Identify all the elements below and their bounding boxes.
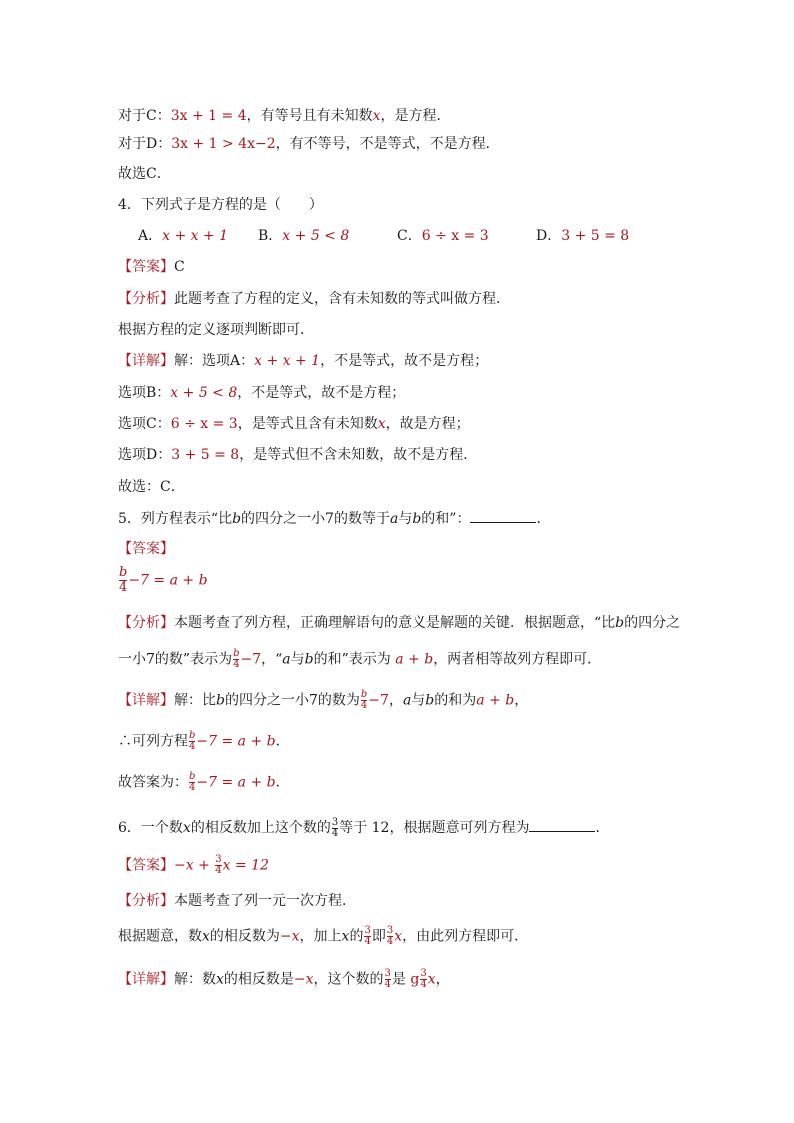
math-variable: x xyxy=(182,820,191,836)
text: 的 xyxy=(349,928,364,945)
option-math: x + 5 < 8 xyxy=(282,228,350,244)
math-variable: b xyxy=(412,511,422,527)
text: 的和”： xyxy=(421,511,471,527)
numerator: 3 xyxy=(331,816,339,828)
fraction xyxy=(233,649,239,670)
q5-analysis xyxy=(118,613,680,633)
math-variable: x xyxy=(377,416,386,432)
numerator: 3 xyxy=(364,925,371,936)
math-expression: x + x + 1 xyxy=(254,353,321,369)
text: 根据题意，数 xyxy=(118,928,202,945)
text: ，有不等号，不是等式，不是方程． xyxy=(275,136,500,152)
math-expression: 3x + 1 = 4 xyxy=(170,108,247,124)
math-variable: x xyxy=(372,108,381,124)
numerator: 3 xyxy=(386,925,394,936)
numerator: b xyxy=(233,648,240,659)
text: 的四分之一小7的数为 xyxy=(224,692,360,709)
text: 等于 12，根据题意可列方程为 xyxy=(339,820,530,836)
question-4-title: 4．下列式子是方程的是（ ） xyxy=(118,197,323,213)
q4-detail-b xyxy=(118,383,405,403)
question-5-title xyxy=(118,508,550,529)
text: ，是等式且含有未知数 xyxy=(237,416,378,432)
line-option-c-analysis xyxy=(118,106,451,126)
q4-analysis xyxy=(118,289,510,309)
text: 的相反数是 xyxy=(223,971,294,988)
analysis-tag: 【分析】 xyxy=(118,893,174,909)
text: 的和”表示为 xyxy=(313,651,396,668)
text: 对于D： xyxy=(118,136,172,152)
option-label: C． xyxy=(397,228,422,244)
denominator: 4 xyxy=(233,659,240,670)
fraction xyxy=(364,926,370,947)
analysis-tag: 【分析】 xyxy=(118,291,174,307)
text: 的相反数为 xyxy=(209,928,280,945)
math-expression: −x xyxy=(279,928,300,945)
fraction xyxy=(189,731,195,752)
text: ，加上 xyxy=(299,928,342,945)
answer-tag: 【答案】 xyxy=(118,259,174,275)
denominator: 4 xyxy=(189,782,196,793)
fraction xyxy=(420,969,426,990)
denominator: 4 xyxy=(364,936,371,947)
math-expression: 3x + 1 > 4x−2 xyxy=(171,136,276,152)
text: ． xyxy=(275,733,290,750)
denominator: 4 xyxy=(384,979,391,990)
text: ． xyxy=(595,820,610,836)
text: ，不是等式，故不是方程； xyxy=(320,353,489,369)
q4-answer xyxy=(118,257,185,277)
detail-tag: 【详解】 xyxy=(118,971,174,988)
math-expression: −x + xyxy=(174,857,215,874)
text: ，故是方程； xyxy=(385,416,470,432)
math-variable: x xyxy=(216,971,224,988)
option-math: x + x + 1 xyxy=(162,228,229,244)
q5-answer-tag xyxy=(118,539,174,559)
text: 6．一个数 xyxy=(118,820,183,836)
option-math: 3 + 5 = 8 xyxy=(561,228,630,244)
math-variable: b xyxy=(216,692,225,709)
text: 一小7的数”表示为 xyxy=(118,651,233,668)
q4-option-c xyxy=(397,226,489,246)
detail-tag: 【详解】 xyxy=(118,353,174,369)
denominator: 4 xyxy=(119,580,128,595)
numerator: b xyxy=(360,689,368,700)
text: ． xyxy=(275,774,290,791)
q5-analysis-2 xyxy=(118,649,601,670)
text: 本题考查了列方程，正确理解语句的意义是解题的关键．根据题意，“比 xyxy=(174,615,616,631)
denominator: 4 xyxy=(331,827,339,839)
q5-answer xyxy=(118,566,208,595)
numerator: b xyxy=(189,730,196,741)
text: 解：选项A： xyxy=(174,353,255,369)
numerator: b xyxy=(189,771,196,782)
fraction xyxy=(387,926,393,947)
text: 选项B： xyxy=(118,385,171,401)
text: ， xyxy=(435,971,450,988)
q5-detail xyxy=(118,690,528,711)
denominator: 4 xyxy=(360,700,368,711)
fraction xyxy=(215,855,221,876)
text: 本题考查了列一元一次方程． xyxy=(174,893,356,909)
math-expression: −x xyxy=(293,971,314,988)
option-label: B． xyxy=(258,228,283,244)
denominator: 4 xyxy=(420,979,427,990)
math-variable: a xyxy=(389,511,399,527)
denominator: 4 xyxy=(386,936,394,947)
math-expression: −7 = a + b xyxy=(196,733,276,750)
math-variable: a xyxy=(282,651,291,668)
text: 的四分之一小7的数等于 xyxy=(241,511,390,527)
fraction xyxy=(189,772,195,793)
math-expression: x + 5 < 8 xyxy=(170,385,238,401)
text: 的相反数加上这个数的 xyxy=(190,820,331,836)
fraction xyxy=(119,566,127,595)
text: ，不是等式，故不是方程； xyxy=(237,385,406,401)
text: 即 xyxy=(371,928,386,945)
q4-detail-a xyxy=(118,351,488,371)
math-expression: −7 = a + b xyxy=(196,774,276,791)
math-variable: b xyxy=(232,511,242,527)
q5-equation xyxy=(118,731,290,752)
math-expression: x = 12 xyxy=(222,857,269,874)
text: ，这个数的 xyxy=(313,971,384,988)
math-variable: b xyxy=(615,615,625,631)
q6-detail xyxy=(118,969,450,990)
option-math: 6 ÷ x = 3 xyxy=(421,228,489,244)
option-label: A． xyxy=(138,228,163,244)
line-choose-c: 故选C． xyxy=(118,166,171,182)
q4-option-d xyxy=(536,226,629,246)
text: 与 xyxy=(290,651,305,668)
math-variable: x xyxy=(202,928,210,945)
text: ，是等式但不含未知数，故不是方程． xyxy=(239,447,478,463)
math-variable: x xyxy=(341,928,350,945)
math-variable: x xyxy=(427,971,436,988)
math-expression: 6 ÷ x = 3 xyxy=(170,416,238,432)
math-variable: b xyxy=(304,651,314,668)
text: ，有等号且有未知数 xyxy=(246,108,373,124)
text: 是 xyxy=(391,971,411,988)
answer-blank[interactable] xyxy=(529,817,595,832)
detail-tag: 【详解】 xyxy=(118,692,174,709)
q4-analysis-2: 根据方程的定义逐项判断即可． xyxy=(118,322,314,338)
text: ，是方程． xyxy=(380,108,451,124)
numerator: 3 xyxy=(215,854,222,865)
q4-option-a xyxy=(138,226,228,246)
text: 与 xyxy=(411,692,426,709)
numerator: b xyxy=(119,565,128,580)
math-expression: a + b xyxy=(476,692,515,709)
denominator: 4 xyxy=(215,865,222,876)
text: 解：比 xyxy=(174,692,216,709)
text: ，两者相等故列方程即可． xyxy=(433,651,602,668)
numerator: 3 xyxy=(420,968,427,979)
text: 选项D： xyxy=(118,447,172,463)
text: ， xyxy=(514,692,529,709)
text: 与 xyxy=(398,511,413,527)
text: 的和为 xyxy=(434,692,477,709)
text: 选项C： xyxy=(118,416,171,432)
q6-analysis-2 xyxy=(118,926,528,947)
math-expression: −7 xyxy=(240,651,262,668)
text: ． xyxy=(536,511,551,527)
q4-option-b xyxy=(258,226,349,246)
text: 5．列方程表示“比 xyxy=(118,511,233,527)
answer-tag: 【答案】 xyxy=(118,857,174,874)
q6-analysis xyxy=(118,891,356,911)
denominator: 4 xyxy=(189,741,196,752)
fraction xyxy=(332,818,338,839)
numerator: 3 xyxy=(384,968,391,979)
answer-value: C xyxy=(174,259,185,275)
q4-detail-c xyxy=(118,414,470,434)
text: ，由此列方程即可． xyxy=(402,928,529,945)
math-expression: a + b xyxy=(395,651,434,668)
math-symbol: g xyxy=(410,971,420,988)
text: 对于C： xyxy=(118,108,171,124)
math-expression: −7 = a + b xyxy=(128,572,208,589)
q4-detail-d xyxy=(118,445,477,465)
line-option-d-analysis xyxy=(118,134,500,154)
question-6-title xyxy=(118,817,609,839)
analysis-tag: 【分析】 xyxy=(118,615,174,631)
answer-blank[interactable] xyxy=(470,508,536,523)
math-expression: 3 + 5 = 8 xyxy=(171,447,240,463)
answer-tag: 【答案】 xyxy=(118,541,174,557)
text: ，“ xyxy=(261,651,283,668)
math-variable: x xyxy=(394,928,403,945)
q6-answer xyxy=(118,855,269,876)
text: 故答案为： xyxy=(118,774,188,791)
math-variable: b xyxy=(425,692,435,709)
math-expression: −7 xyxy=(368,692,389,709)
text: 解：数 xyxy=(174,971,216,988)
fraction xyxy=(385,969,391,990)
text: ， xyxy=(388,692,403,709)
fraction xyxy=(361,690,367,711)
text: 的四分之 xyxy=(624,615,681,631)
math-variable: a xyxy=(402,692,412,709)
text: ∴可列方程 xyxy=(118,733,188,750)
q4-final: 故选：C． xyxy=(118,479,185,495)
option-label: D． xyxy=(536,228,562,244)
q5-final xyxy=(118,772,290,793)
text: 此题考查了方程的定义，含有未知数的等式叫做方程． xyxy=(174,291,510,307)
